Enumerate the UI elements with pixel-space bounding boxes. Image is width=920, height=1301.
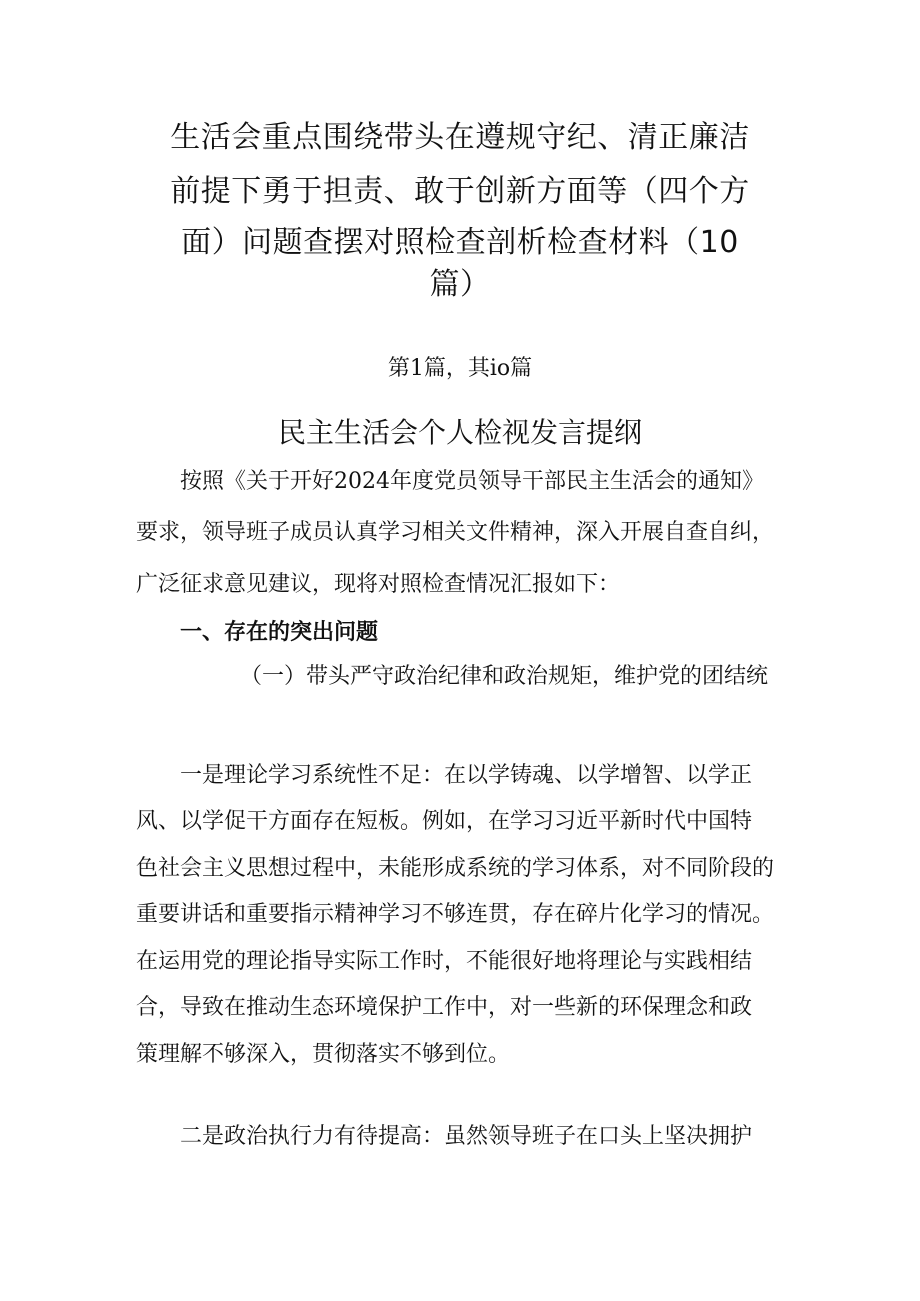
intro-line-1: 按照《关于开好2024年度党员领导干部民主生活会的通知》 bbox=[180, 469, 764, 494]
paragraph-1-line: 色社会主义思想过程中，未能形成系统的学习体系，对不同阶段的 bbox=[136, 856, 775, 881]
paragraph-2-line: 二是政治执行力有待提高：虽然领导班子在口头上坚决拥护 bbox=[180, 1124, 753, 1149]
main-title-line-4: 篇） bbox=[429, 267, 491, 302]
section-heading-1: 一、存在的突出问题 bbox=[180, 619, 379, 645]
paragraph-1-line: 在运用党的理论指导实际工作时，不能很好地将理论与实践相结 bbox=[136, 949, 753, 974]
paragraph-1-line: 重要讲话和重要指示精神学习不够连贯，存在碎片化学习的情况。 bbox=[136, 902, 775, 927]
main-title-line-1: 生活会重点围绕带头在遵规守纪、清正廉洁 bbox=[170, 120, 750, 155]
subsection-heading-1: （一）带头严守政治纪律和政治规矩，维护党的团结统 bbox=[240, 664, 769, 689]
paragraph-1-line: 风、以学促干方面存在短板。例如，在学习习近平新时代中国特 bbox=[136, 809, 753, 834]
paragraph-1-line: 策理解不够深入，贯彻落实不够到位。 bbox=[136, 1042, 511, 1067]
paragraph-1-line: 合，导致在推动生态环境保护工作中，对一些新的环保理念和政 bbox=[136, 995, 753, 1020]
article-title: 民主生活会个人检视发言提纲 bbox=[277, 416, 642, 449]
part-label: 第1篇，其io篇 bbox=[387, 356, 533, 381]
intro-line-3: 广泛征求意见建议，现将对照检查情况汇报如下： bbox=[136, 572, 621, 597]
intro-line-2: 要求，领导班子成员认真学习相关文件精神，深入开展自查自纠， bbox=[136, 520, 775, 545]
main-title-line-2: 前提下勇于担责、敢于创新方面等（四个方 bbox=[170, 174, 750, 209]
paragraph-1-line: 一是理论学习系统性不足：在以学铸魂、以学增智、以学正 bbox=[180, 763, 753, 788]
main-title-line-3: 面）问题查摆对照检查剖析检查材料（10 bbox=[181, 225, 739, 260]
